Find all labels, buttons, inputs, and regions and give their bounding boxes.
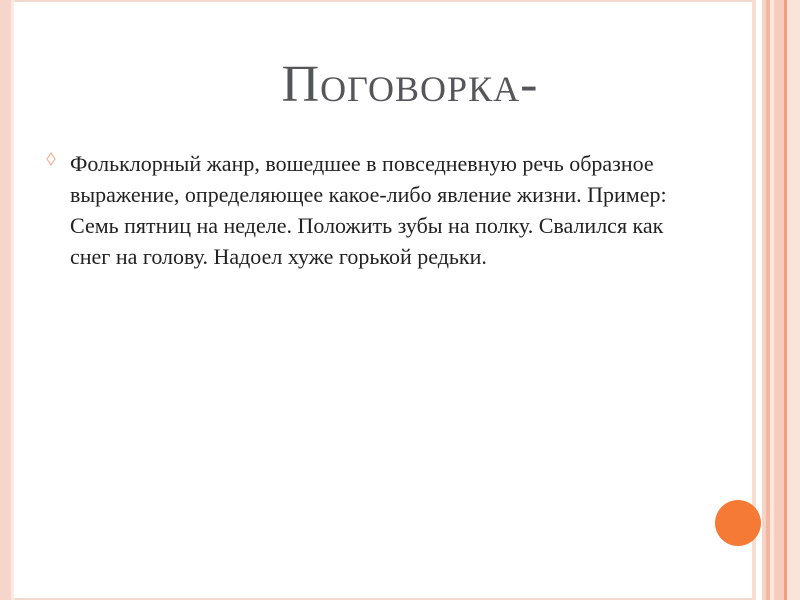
orange-circle-decoration	[715, 500, 761, 546]
right-stripe	[774, 0, 784, 600]
frame-left-inner	[11, 0, 14, 600]
right-stripe	[787, 0, 800, 600]
slide-title: Поговорка-	[281, 56, 539, 113]
frame-top	[0, 0, 800, 2]
bullet-text: Фольклорный жанр, вошедшее в повседневную речь образное выражение, определяющее какое-либо явление жизни. Пример: Семь пятниц на неделе. Положить зубы на полку. Свалился как снег на голову. Надоел хуже горькой редьки.	[70, 151, 667, 269]
bullet-item	[46, 148, 686, 272]
diamond-bullet-icon	[46, 152, 60, 168]
